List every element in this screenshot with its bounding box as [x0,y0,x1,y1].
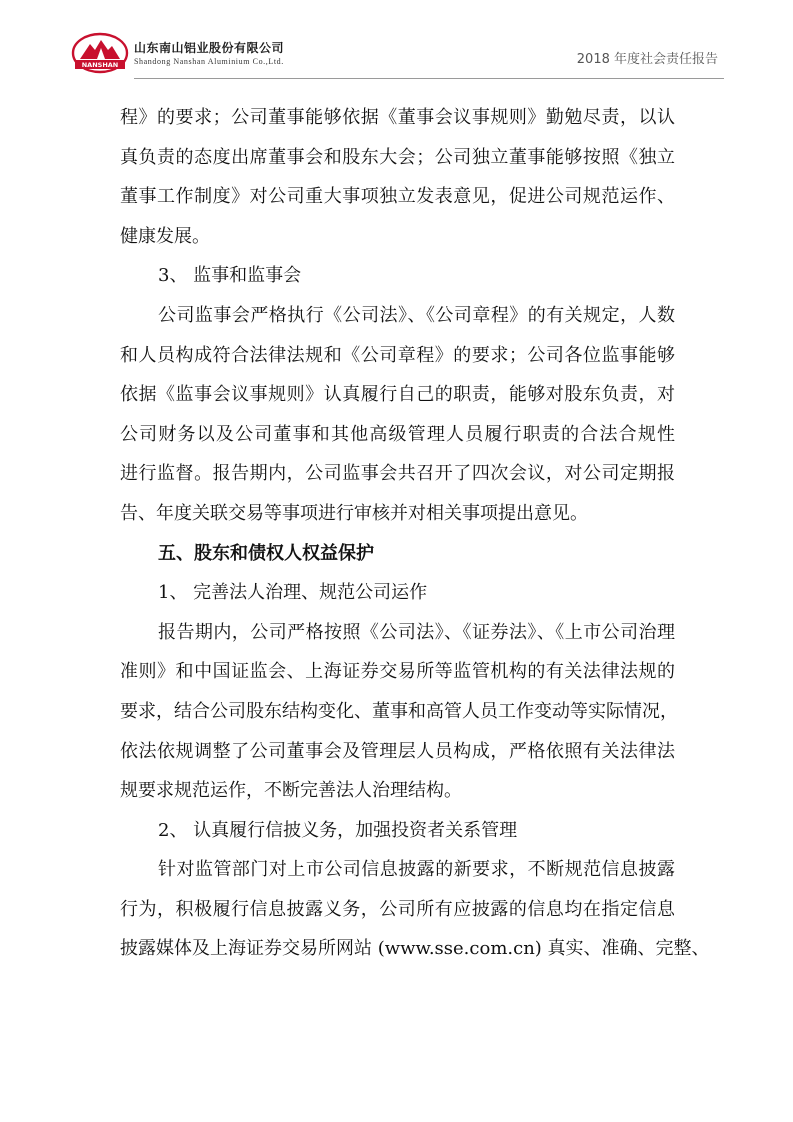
body-line: 告、年度关联交易等事项进行审核并对相关事项提出意见。 [120,502,588,524]
body-line: 程》的要求；公司董事能够依据《董事会议事规则》勤勉尽责，以认 [120,107,675,128]
body-line: 针对监管部门对上市公司信息披露的新要求，不断规范信息披露 [158,859,675,881]
body-line: 依据《监事会议事规则》认真履行自己的职责，能够对股东负责，对 [120,384,675,406]
report-title: 2018 年度社会责任报告 [576,52,718,67]
company-name-block [134,41,284,67]
body-line: 和人员构成符合法律法规和《公司章程》的要求；公司各位监事能够 [120,344,675,366]
nanshan-logo-icon [70,32,130,76]
body-line: 报告期内，公司严格按照《公司法》、《证券法》、《上市公司治理 [158,621,675,643]
document-body [120,98,710,969]
subheading-governance: 1、 完善法人治理、规范公司运作 [158,582,428,604]
body-line: 行为，积极履行信息披露义务，公司所有应披露的信息均在指定信息 [120,898,675,920]
body-line: 公司财务以及公司董事和其他高级管理人员履行职责的合法合规性 [120,423,675,445]
body-line: 准则》和中国证监会、上海证券交易所等监管机构的有关法律法规的 [120,661,675,683]
body-line: 董事工作制度》对公司重大事项独立发表意见，促进公司规范运作、 [120,186,675,208]
section-heading-shareholder-protection: 五、股东和债权人权益保护 [158,542,374,564]
body-line: 健康发展。 [120,225,210,247]
subheading-disclosure: 2、 认真履行信披义务，加强投资者关系管理 [158,819,518,841]
body-line: 要求，结合公司股东结构变化、董事和高管人员工作变动等实际情况， [120,700,678,722]
body-line: 进行监督。报告期内，公司监事会共召开了四次会议，对公司定期报 [120,463,675,485]
header-divider [134,78,724,79]
logo-wordmark: NANSHAN [81,61,119,70]
body-line: 真负责的态度出席董事会和股东大会；公司独立董事能够按照《独立 [120,146,675,168]
subheading-supervisors: 3、 监事和监事会 [158,265,302,287]
body-line: 披露媒体及上海证券交易所网站 (www.sse.com.cn) 真实、准确、完整、 [120,938,710,960]
page-header [70,32,724,80]
body-line: 公司监事会严格执行《公司法》、《公司章程》的有关规定，人数 [158,304,675,326]
body-line: 规要求规范运作，不断完善法人治理结构。 [120,780,462,802]
company-name-en: Shandong Nanshan Aluminium Co.,Ltd. [134,57,284,66]
body-line: 依法依规调整了公司董事会及管理层人员构成，严格依照有关法律法 [120,740,675,762]
company-name-cn: 山东南山铝业股份有限公司 [134,41,285,55]
